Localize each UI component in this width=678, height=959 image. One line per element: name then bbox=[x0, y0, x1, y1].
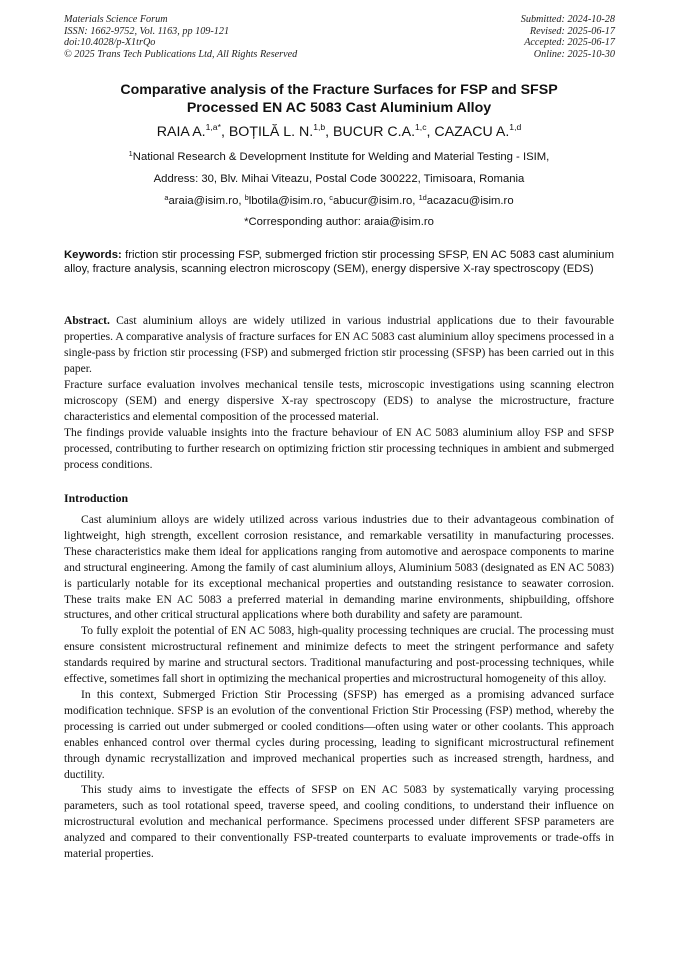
abstract-block bbox=[64, 313, 614, 473]
keywords-block bbox=[64, 249, 614, 276]
affiliation-institute bbox=[64, 150, 614, 164]
title-line-1: Comparative analysis of the Fracture Surfaces for FSP and SFSP bbox=[120, 82, 558, 98]
email-address[interactable]: araia@isim.ro bbox=[168, 195, 239, 207]
submission-dates bbox=[521, 14, 615, 60]
body-paragraph: Cast aluminium alloys are widely utilized across various industries due to their advantageous combination of lightweight, high strength, excellent corrosion resistance, and remarkable versatility in manufacturing processes. These characteristics make them ideal for applications ranging from automotive and aerospace components to marine and structural engineering. Among the family of cast aluminium alloys, Aluminium 5083 (designated as EN AC 5083) is particularly notable for its exceptional mechanical properties and outstanding resistance to seawater corrosion. These traits make EN AC 5083 a preferred material in demanding marine environments, shipbuilding, offshore structures, and other critical structural applications where both durability and safety are paramount. bbox=[64, 514, 614, 622]
author-emails bbox=[64, 194, 614, 208]
copyright-line: © 2025 Trans Tech Publications Ltd, All Rights Reserved bbox=[64, 48, 298, 60]
online-date: Online: 2025-10-30 bbox=[533, 48, 615, 60]
author-separator: , bbox=[220, 124, 229, 140]
body-paragraph: To fully exploit the potential of EN AC 5083, high-quality processing techniques are crucial. The processing must ensure consistent microstructural refinement and minimize defects to meet the stringent performance and safety standards required by marine and structural sectors. Traditional manufacturing and post-processing techniques, while effective, sometimes fall short in optimizing the mechanical properties and microstructural homogeneity of this alloy. bbox=[64, 625, 614, 686]
email-address[interactable]: abucur@isim.ro bbox=[333, 195, 413, 207]
journal-info bbox=[64, 14, 297, 60]
email-address[interactable]: lbotila@isim.ro bbox=[248, 195, 324, 207]
introduction-heading: Introduction bbox=[64, 491, 129, 505]
email-sup: 1d bbox=[418, 193, 427, 202]
email-sup: c bbox=[329, 193, 333, 202]
author-name: BUCUR C.A. bbox=[333, 124, 416, 140]
author-affiliation-sup: 1,a* bbox=[205, 122, 221, 132]
author-name: CAZACU A. bbox=[434, 124, 510, 140]
abstract-text: Cast aluminium alloys are widely utilized in various industrial applications due to their favourable properties. A comparative analysis of fracture surfaces for EN AC 5083 cast aluminium alloy specimens processed in a single-pass by friction stir processing (FSP) and submerged friction stir processing (SFSP) has been carried out in this paper. bbox=[64, 315, 614, 375]
doi-line: doi:10.4028/p-X1trQo bbox=[64, 37, 156, 49]
abstract-paragraph bbox=[64, 313, 614, 377]
abstract-label: Abstract. bbox=[64, 315, 110, 327]
author-separator: , bbox=[426, 124, 435, 140]
author-list bbox=[64, 123, 614, 141]
corresponding-author: *Corresponding author: araia@isim.ro bbox=[244, 216, 434, 228]
keywords-label: Keywords: bbox=[64, 249, 122, 261]
author-separator: , bbox=[325, 124, 334, 140]
author-name: RAIA A. bbox=[156, 124, 206, 140]
abstract-paragraph: The findings provide valuable insights into the fracture behaviour of EN AC 5083 aluminium alloy FSP and SFSP processed, contributing to further research on optimizing friction stir processing techniques in ambient and submerged process conditions. bbox=[64, 427, 614, 471]
title-line-2: Processed EN AC 5083 Cast Aluminium Alloy bbox=[186, 100, 492, 116]
introduction-body bbox=[64, 513, 614, 863]
email-sup: a bbox=[164, 193, 169, 202]
body-paragraph: In this context, Submerged Friction Stir Processing (SFSP) has emerged as a promising advanced surface modification technique. SFSP is an evolution of the conventional Friction Stir Processing (FSP) method, whereby the processing is carried out under submerged or cooled conditions—often using water or other coolants. This approach enables enhanced control over thermal cycles during processing, leading to significant microstructural refinement through dynamic recrystallization and improved mechanical properties such as increased strength, hardness, and ductility. bbox=[64, 688, 614, 781]
email-separator: , bbox=[323, 195, 330, 207]
abstract-paragraph: Fracture surface evaluation involves mechanical tensile tests, microscopic investigations using scanning electron microscopy (SEM) and energy dispersive X-ray spectroscopy (EDS) to analyse the microstructure, fracture characteristics and elemental composition of the processed material. bbox=[64, 379, 614, 423]
issn-line: ISSN: 1662-9752, Vol. 1163, pp 109-121 bbox=[64, 25, 230, 37]
paper-title bbox=[64, 81, 614, 117]
affiliation-address: Address: 30, Blv. Mihai Viteazu, Postal Code 300222, Timisoara, Romania bbox=[153, 173, 525, 185]
author-name: BOȚILĂ L. N. bbox=[228, 124, 314, 140]
author-affiliation-sup: 1,b bbox=[313, 122, 326, 132]
revised-date: Revised: 2025-06-17 bbox=[529, 25, 615, 37]
author-affiliation-sup: 1,c bbox=[415, 122, 427, 132]
body-paragraph: This study aims to investigate the effects of SFSP on EN AC 5083 by systematically varying processing parameters, such as tool rotational speed, traverse speed, and cooling conditions, to understand their influence on microstructural evolution and mechanical performance. Specimens processed under different SFSP parameters are analyzed and compared to their conventionally FSP-treated counterparts to evaluate improvements or trade-offs in material properties. bbox=[64, 784, 614, 861]
journal-name: Materials Science Forum bbox=[64, 14, 168, 25]
accepted-date: Accepted: 2025-06-17 bbox=[524, 37, 615, 49]
email-separator: , bbox=[412, 195, 419, 207]
author-affiliation-sup: 1,d bbox=[509, 122, 522, 132]
keywords-text: friction stir processing FSP, submerged friction stir processing SFSP, EN AC 5083 cast aluminium alloy, fracture analysis, scanning electron microscopy (SEM), energy dispersive X-ray spectroscopy (EDS) bbox=[64, 249, 614, 275]
institute-name: National Research & Development Institute for Welding and Material Testing - ISIM, bbox=[132, 151, 550, 163]
email-address[interactable]: acazacu@isim.ro bbox=[426, 195, 514, 207]
affiliation-sup: 1 bbox=[128, 149, 133, 158]
submitted-date: Submitted: 2024-10-28 bbox=[520, 14, 615, 25]
email-sup: b bbox=[244, 193, 249, 202]
email-separator: , bbox=[238, 195, 245, 207]
